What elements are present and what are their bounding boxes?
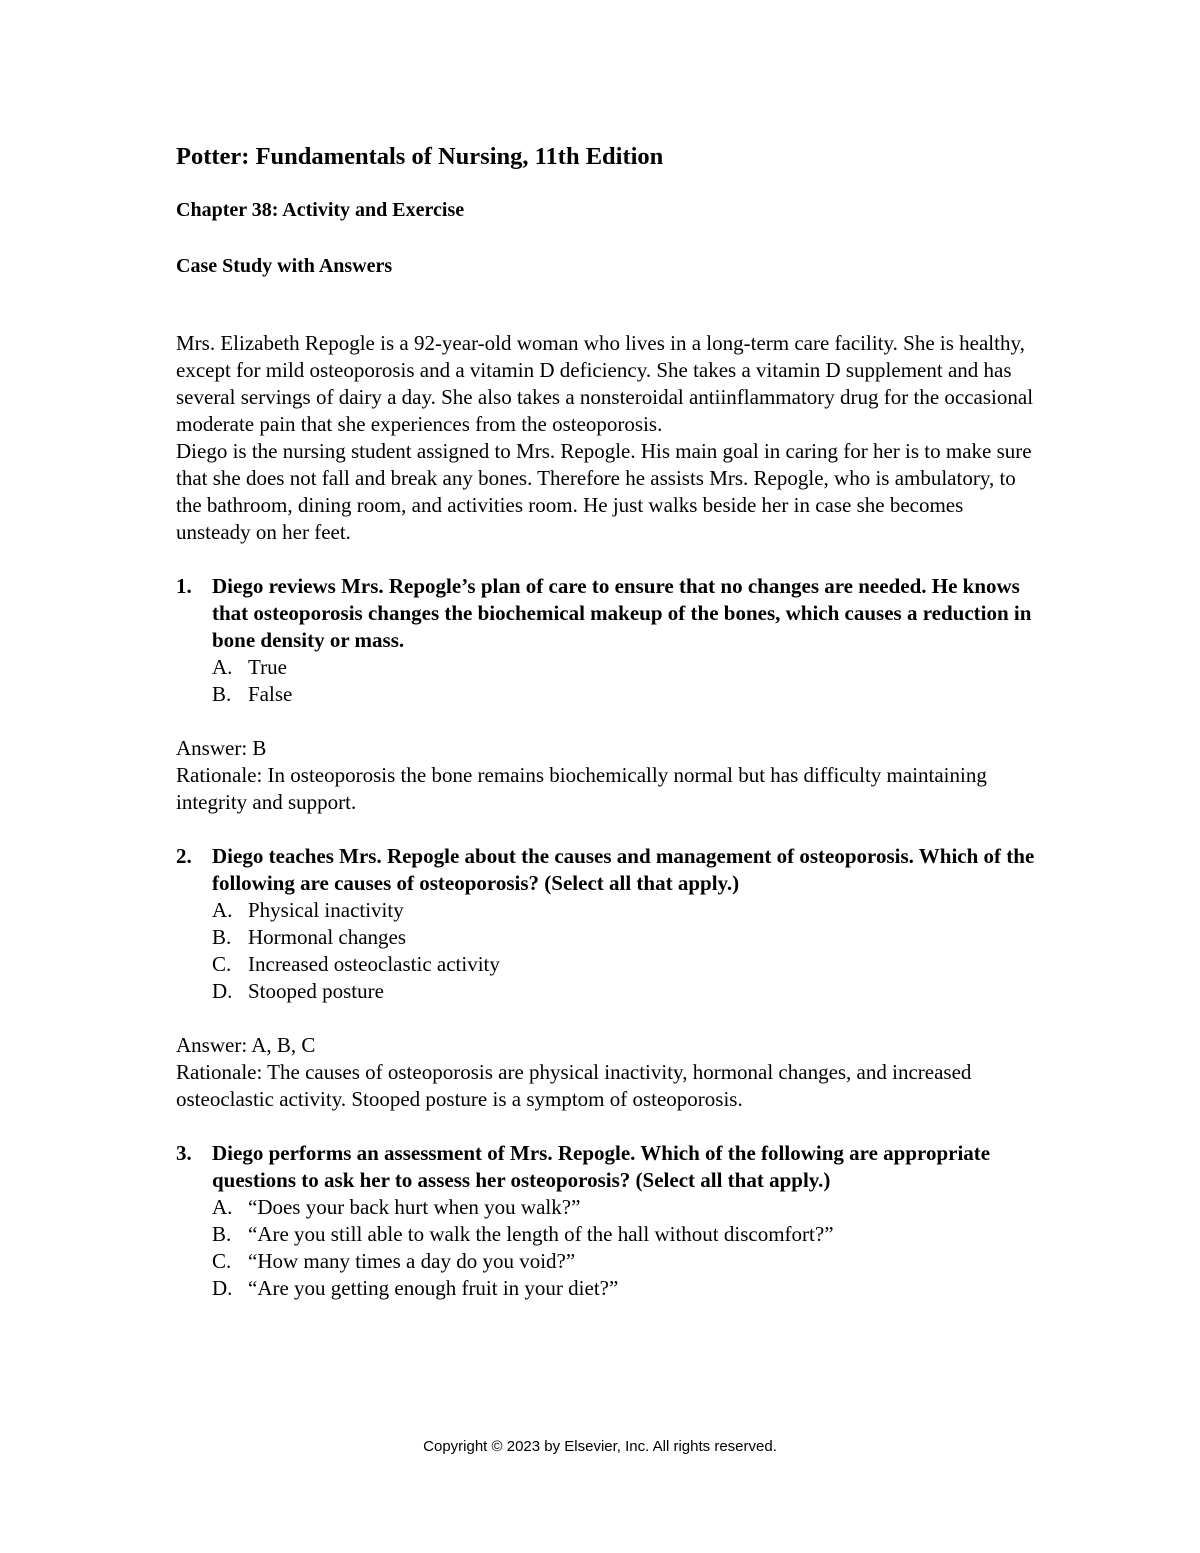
document-title: Potter: Fundamentals of Nursing, 11th Edition: [176, 143, 664, 170]
option-item: [212, 951, 1036, 978]
answer-text: Answer: B: [176, 736, 267, 760]
answer-text: Answer: A, B, C: [176, 1033, 316, 1057]
copyright-footer: Copyright © 2023 by Elsevier, Inc. All rights reserved.: [423, 1438, 777, 1455]
option-letter: B.: [212, 1222, 232, 1246]
option-letter: A.: [212, 655, 233, 679]
option-item: [212, 1275, 1036, 1302]
scenario-paragraph: Mrs. Elizabeth Repogle is a 92-year-old woman who lives in a long-term care facility. She is healthy, except for mild osteoporosis and a vitamin D deficiency. She takes a vitamin D supplement and has several servings of dairy a day. She also takes a nonsteroidal antiinflammatory drug for the occasional moderate pain that she experiences from the osteoporosis.: [176, 331, 1034, 436]
question-number: 2.: [176, 844, 192, 868]
option-item: [212, 654, 1036, 681]
option-letter: D.: [212, 1276, 233, 1300]
scenario-paragraph: Diego is the nursing student assigned to Mrs. Repogle. His main goal in caring for her is to make sure that she does not fall and break any bones. Therefore he assists Mrs. Repogle, who is ambulatory, to the bathroom, dining room, and activities room. He just walks beside her in case she becomes unsteady on her feet.: [176, 439, 1032, 544]
option-letter: C.: [212, 1249, 232, 1273]
question-item: [176, 573, 1036, 708]
option-item: [212, 897, 1036, 924]
option-text: “Does your back hurt when you walk?”: [248, 1195, 581, 1219]
option-letter: C.: [212, 952, 232, 976]
option-letter: A.: [212, 1195, 233, 1219]
option-item: [212, 924, 1036, 951]
option-item: [212, 1248, 1036, 1275]
option-text: Physical inactivity: [248, 898, 404, 922]
question-text: Diego teaches Mrs. Repogle about the causes and management of osteoporosis. Which of the following are causes of osteoporosis? (Select all that apply.): [212, 844, 1035, 895]
rationale-text: Rationale: In osteoporosis the bone remains biochemically normal but has difficulty maintaining integrity and support.: [176, 763, 987, 814]
option-letter: B.: [212, 682, 232, 706]
option-item: [212, 1221, 1036, 1248]
option-text: True: [248, 655, 287, 679]
question-number: 3.: [176, 1141, 192, 1165]
option-item: [212, 681, 1036, 708]
answer-block: [176, 735, 1036, 816]
option-item: [212, 1194, 1036, 1221]
option-text: False: [248, 682, 293, 706]
option-letter: A.: [212, 898, 233, 922]
rationale-text: Rationale: The causes of osteoporosis are physical inactivity, hormonal changes, and increased osteoclastic activity. Stooped posture is a symptom of osteoporosis.: [176, 1060, 972, 1111]
option-letter: B.: [212, 925, 232, 949]
question-body: [212, 1140, 1036, 1302]
question-number: 1.: [176, 574, 192, 598]
question-item: [176, 843, 1036, 1005]
question-text: Diego performs an assessment of Mrs. Repogle. Which of the following are appropriate questions to ask her to assess her osteoporosis? (Select all that apply.): [212, 1141, 991, 1192]
answer-block: [176, 1032, 1036, 1113]
chapter-heading: Chapter 38: Activity and Exercise: [176, 199, 465, 221]
option-list: [212, 654, 1036, 708]
section-subtitle: Case Study with Answers: [176, 255, 393, 277]
option-text: Stooped posture: [248, 979, 384, 1003]
question-body: [212, 573, 1036, 708]
option-item: [212, 978, 1036, 1005]
option-list: [212, 897, 1036, 1005]
option-text: Increased osteoclastic activity: [248, 952, 500, 976]
option-text: “Are you getting enough fruit in your diet?”: [248, 1276, 619, 1300]
option-list: [212, 1194, 1036, 1302]
question-text: Diego reviews Mrs. Repogle’s plan of care to ensure that no changes are needed. He knows that osteoporosis changes the biochemical makeup of the bones, which causes a reduction in bone density or mass.: [212, 574, 1032, 652]
option-text: Hormonal changes: [248, 925, 407, 949]
option-text: “Are you still able to walk the length of the hall without discomfort?”: [248, 1222, 834, 1246]
question-item: [176, 1140, 1036, 1302]
option-text: “How many times a day do you void?”: [248, 1249, 576, 1273]
option-letter: D.: [212, 979, 233, 1003]
question-body: [212, 843, 1036, 1005]
document-content: [176, 140, 1036, 1302]
